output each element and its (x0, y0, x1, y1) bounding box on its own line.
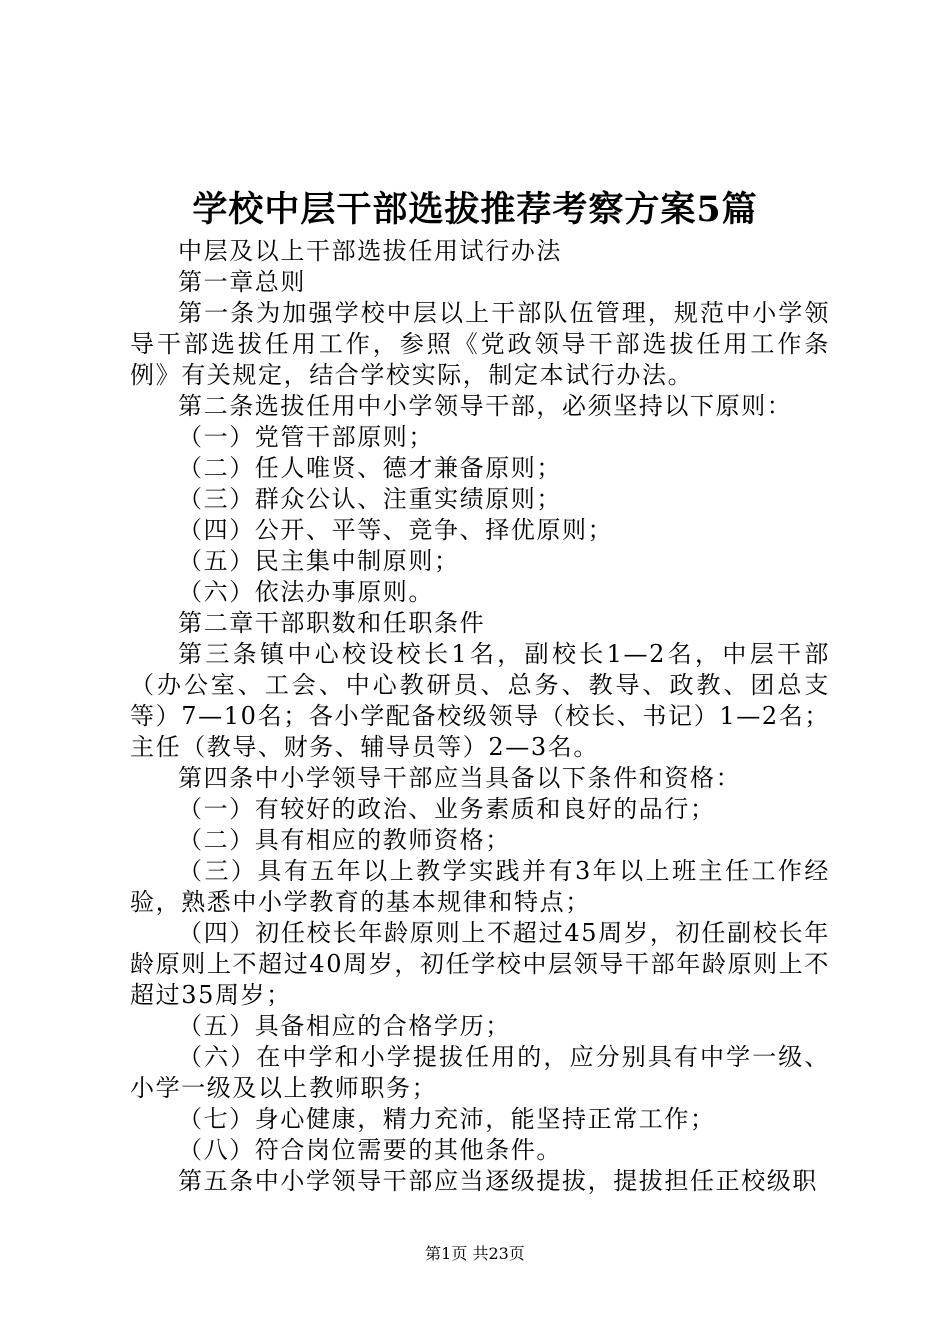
list-item: （三）具有五年以上教学实践并有3年以上班主任工作经验，熟悉中小学教育的基本规律和特点； (130, 857, 830, 916)
paragraph: 第五条中小学领导干部应当逐级提拔，提拔担任正校级职 (178, 1167, 818, 1195)
list-item: （六）在中学和小学提拔任用的，应分别具有中学一级、小学一级及以上教师职务； (130, 1043, 830, 1102)
list-item: （二）任人唯贤、德才兼备原则； (178, 454, 562, 482)
chapter-heading: 第二章干部职数和任职条件 (178, 609, 486, 637)
list-item: （八）符合岗位需要的其他条件。 (178, 1136, 562, 1164)
paragraph: 中层及以上干部选拔任用试行办法 (178, 237, 562, 265)
document-title: 学校中层干部选拔推荐考察方案5篇 (192, 189, 758, 230)
page-footer: 第1页 共23页 (425, 1244, 525, 1263)
list-item: （七）身心健康，精力充沛，能坚持正常工作； (178, 1105, 716, 1133)
list-item: （一）有较好的政治、业务素质和良好的品行； (178, 795, 716, 823)
paragraph: 第一条为加强学校中层以上干部队伍管理，规范中小学领导干部选拔任用工作，参照《党政领导干部选拔任用工作条例》有关规定，结合学校实际，制定本试行办法。 (130, 299, 830, 389)
chapter-heading: 第一章总则 (178, 268, 306, 296)
list-item: （四）公开、平等、竞争、择优原则； (178, 516, 614, 544)
paragraph: 第二条选拔任用中小学领导干部，必须坚持以下原则： (178, 392, 793, 420)
list-item: （三）群众公认、注重实绩原则； (178, 485, 562, 513)
paragraph: 第四条中小学领导干部应当具备以下条件和资格： (178, 764, 742, 792)
list-item: （二）具有相应的教师资格； (178, 826, 511, 854)
list-item: （六）依法办事原则。 (178, 578, 434, 606)
list-item: （五）民主集中制原则； (178, 547, 460, 575)
list-item: （一）党管干部原则； (178, 423, 434, 451)
list-item: （四）初任校长年龄原则上不超过45周岁，初任副校长年龄原则上不超过40周岁，初任学校中层领导干部年龄原则上不超过35周岁； (130, 919, 830, 1009)
document-body (130, 236, 830, 1197)
list-item: （五）具备相应的合格学历； (178, 1012, 511, 1040)
paragraph: 第三条镇中心校设校长1名，副校长1—2名，中层干部（办公室、工会、中心教研员、总务、教导、政教、团总支等）7—10名；各小学配备校级领导（校长、书记）1—2名；主任（教导、财务、辅导员等）2—3名。 (130, 640, 830, 761)
